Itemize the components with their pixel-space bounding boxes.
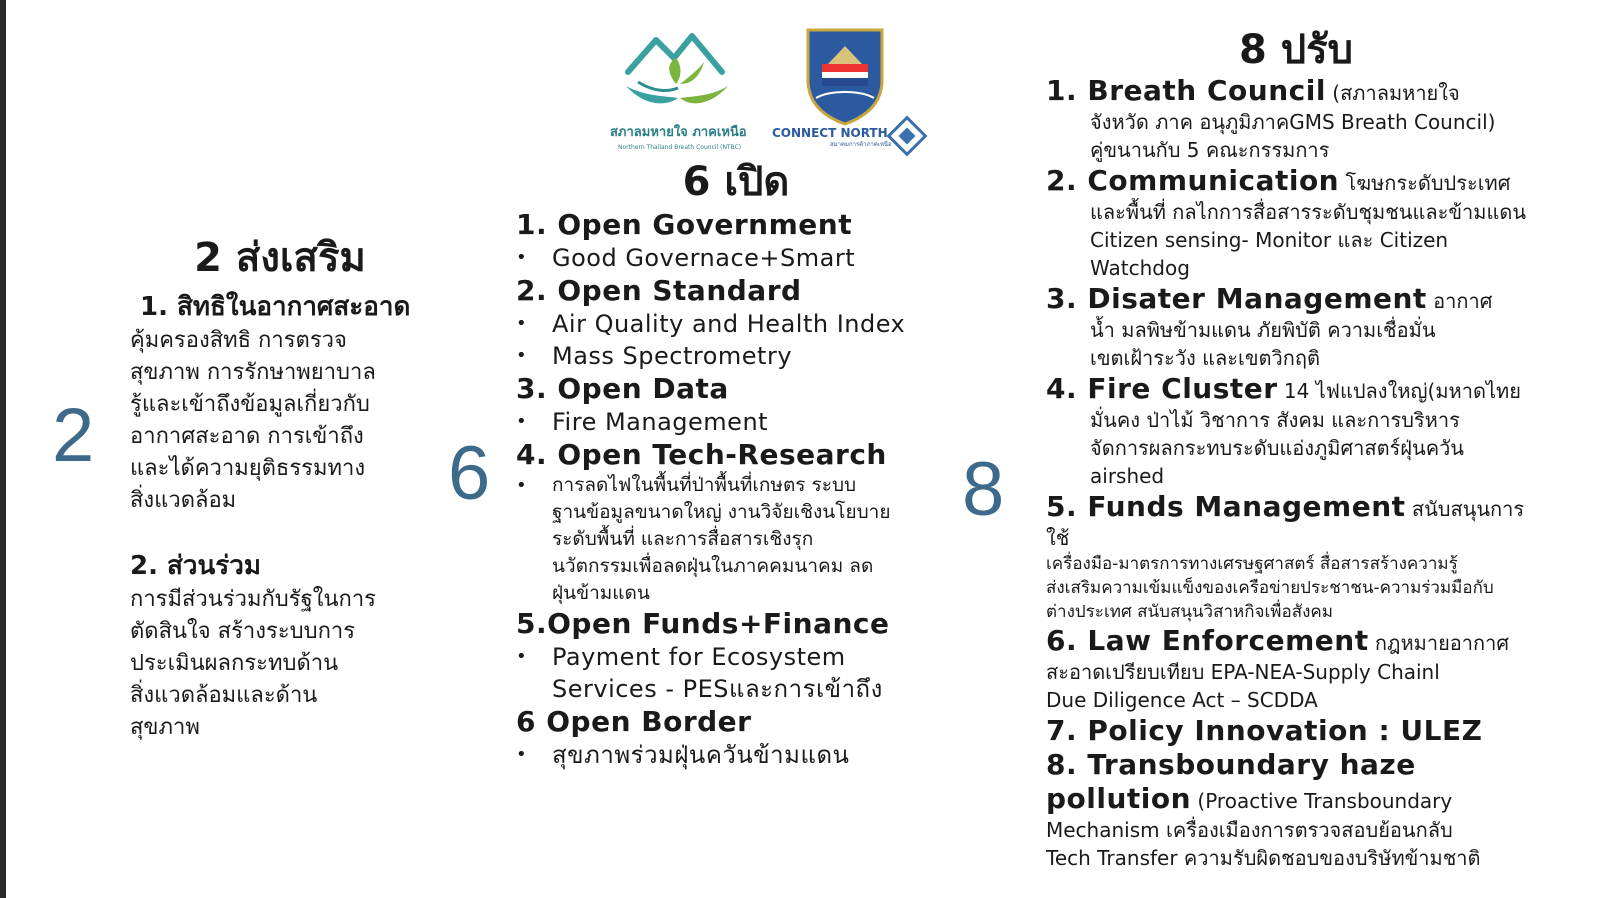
open-item-bullet: • Good Governace+Smart — [516, 242, 956, 274]
adjust-item — [1046, 164, 1546, 282]
adjust-item — [1046, 714, 1546, 748]
adjust-item-title: 4. Fire Cluster — [1046, 372, 1278, 405]
open-item-bullet: • Mass Spectrometry — [516, 340, 956, 372]
ntbc-logo-subtext: Northern Thailand Breath Council (NTBC) — [618, 144, 742, 151]
open-item-title: 6 Open Border — [516, 705, 752, 738]
adjust-item-desc: (สภาลมหายใจ — [1325, 81, 1460, 105]
open-item-title: 5.Open Funds+Finance — [516, 607, 890, 640]
adjust-item — [1046, 490, 1546, 624]
open-item-bullet: • Air Quality and Health Index — [516, 308, 956, 340]
section-number-right: 8 — [962, 447, 1005, 532]
adjust-item-desc: อากาศ — [1426, 289, 1493, 313]
ntbc-logo — [608, 22, 778, 152]
open-item-title: 1. Open Government — [516, 208, 853, 241]
adjust-item-cont: Mechanism เครื่องเมืองการตรวจสอบย้อนกลับ Tech Transfer ความรับผิดชอบของบริษัทข้ามชาติ — [1046, 818, 1481, 870]
connect-north-text: CONNECT NORTH — [772, 126, 888, 140]
adjust-heading: 8 ปรับ — [1238, 27, 1354, 73]
left-edge-bar — [0, 0, 6, 898]
promote-item2-title: 2. ส่วนร่วม — [130, 551, 261, 582]
connect-north-logo — [770, 20, 940, 160]
connect-north-subtext: สมาคมการค้าภาคเหนือ — [830, 141, 892, 148]
promote-column — [130, 236, 430, 744]
adjust-item-cont: จังหวัด ภาค อนุภูมิภาคGMS Breath Council) คู่ขนานกับ 5 คณะกรรมการ — [1090, 110, 1496, 162]
adjust-column — [1046, 26, 1546, 872]
adjust-item-title: 5. Funds Management — [1046, 490, 1406, 523]
adjust-item-desc: 14 ไฟแปลงใหญ่(มหาดไทย — [1277, 379, 1521, 403]
adjust-item — [1046, 282, 1546, 372]
promote-item2-body: การมีส่วนร่วมกับรัฐในการ ตัดสินใจ สร้างระบบการ ประเมินผลกระทบด้าน สิ่งแวดล้อมและด้าน สุขภาพ — [130, 587, 376, 741]
adjust-item — [1046, 748, 1546, 872]
adjust-item-desc: (Proactive Transboundary — [1191, 789, 1453, 813]
promote-item1-body: คุ้มครองสิทธิ การตรวจ สุขภาพ การรักษาพยาบาล รู้และเข้าถึงข้อมูลเกี่ยวกับ อากาศสะอาด การเข้าถึง และได้ความยุติธรรมทาง สิ่งแวดล้อม — [130, 328, 376, 514]
adjust-item-desc: กฎหมายอากาศ — [1368, 631, 1510, 655]
adjust-item — [1046, 624, 1546, 714]
adjust-item — [1046, 372, 1546, 490]
section-number-middle: 6 — [448, 431, 491, 516]
open-item-bullet: • การลดไฟในพื้นที่ป่าพื้นที่เกษตร ระบบ ฐานข้อมูลขนาดใหญ่ งานวิจัยเชิงนโยบาย ระดับพื้นที่ และการสื่อสารเชิงรุก นวัตกรรมเพื่อลดฝุ่นในภาคคมนาคม ลด ฝุ่นข้ามแดน — [516, 472, 956, 607]
connect-north-logo-graphic — [770, 20, 940, 160]
open-item-title: 4. Open Tech-Research — [516, 438, 887, 471]
ntbc-logo-text: สภาลมหายใจ ภาคเหนือ — [610, 125, 747, 140]
adjust-item-title: 3. Disater Management — [1046, 282, 1427, 315]
adjust-item-cont: มั่นคง ป่าไม้ วิชาการ สังคม และการบริหาร จัดการผลกระทบระดับแอ่งภูมิศาสตร์ฝุ่นควัน airshed — [1090, 408, 1464, 488]
adjust-item-cont: สะอาดเปรียบเทียบ EPA-NEA-Supply Chainl Due Diligence Act – SCDDA — [1046, 660, 1440, 712]
open-column — [516, 160, 956, 771]
adjust-item-title: 7. Policy Innovation : ULEZ — [1046, 714, 1483, 747]
open-item-bullet: • สุขภาพร่วมฝุ่นควันข้ามแดน — [516, 739, 956, 771]
adjust-item-title: 6. Law Enforcement — [1046, 624, 1369, 657]
open-item-title: 2. Open Standard — [516, 274, 802, 307]
ntbc-logo-graphic — [608, 22, 778, 152]
adjust-item-title: 8. Transboundary haze pollution — [1046, 748, 1416, 815]
open-item-title: 3. Open Data — [516, 372, 729, 405]
open-item-bullet: • Fire Management — [516, 406, 956, 438]
open-heading: 6 เปิด — [682, 159, 790, 205]
adjust-item-title: 2. Communication — [1046, 164, 1340, 197]
open-item-bullet: • Payment for Ecosystem Services - PESและการเข้าถึง — [516, 641, 956, 705]
adjust-item-cont: และพื้นที่ กลไกการสื่อสารระดับชุมชนและข้ามแดน Citizen sensing- Monitor และ Citizen Watchdog — [1090, 200, 1526, 280]
adjust-item-desc: สนับสนุนการใช้ — [1046, 497, 1525, 550]
adjust-item-cont: น้ำ มลพิษข้ามแดน ภัยพิบัติ ความเชื่อมั่น เขตเฝ้าระวัง และเขตวิกฤติ — [1090, 318, 1436, 370]
adjust-item-title: 1. Breath Council — [1046, 74, 1326, 107]
adjust-item-cont: เครื่องมือ-มาตรการทางเศรษฐศาสตร์ สื่อสารสร้างความรู้ ส่งเสริมความเข้มแข็งของเครือข่ายประชาชน-ความร่วมมือกับ ต่างประเทศ สนับสนุนวิสาหกิจเพื่อสังคม — [1046, 554, 1494, 622]
promote-item1-title: 1. สิทธิในอากาศสะอาด — [140, 292, 411, 322]
promote-heading: 2 ส่งเสริม — [194, 235, 366, 281]
section-number-left: 2 — [52, 393, 95, 478]
adjust-item — [1046, 74, 1546, 164]
adjust-item-desc: โฆษกระดับประเทศ — [1339, 171, 1511, 195]
